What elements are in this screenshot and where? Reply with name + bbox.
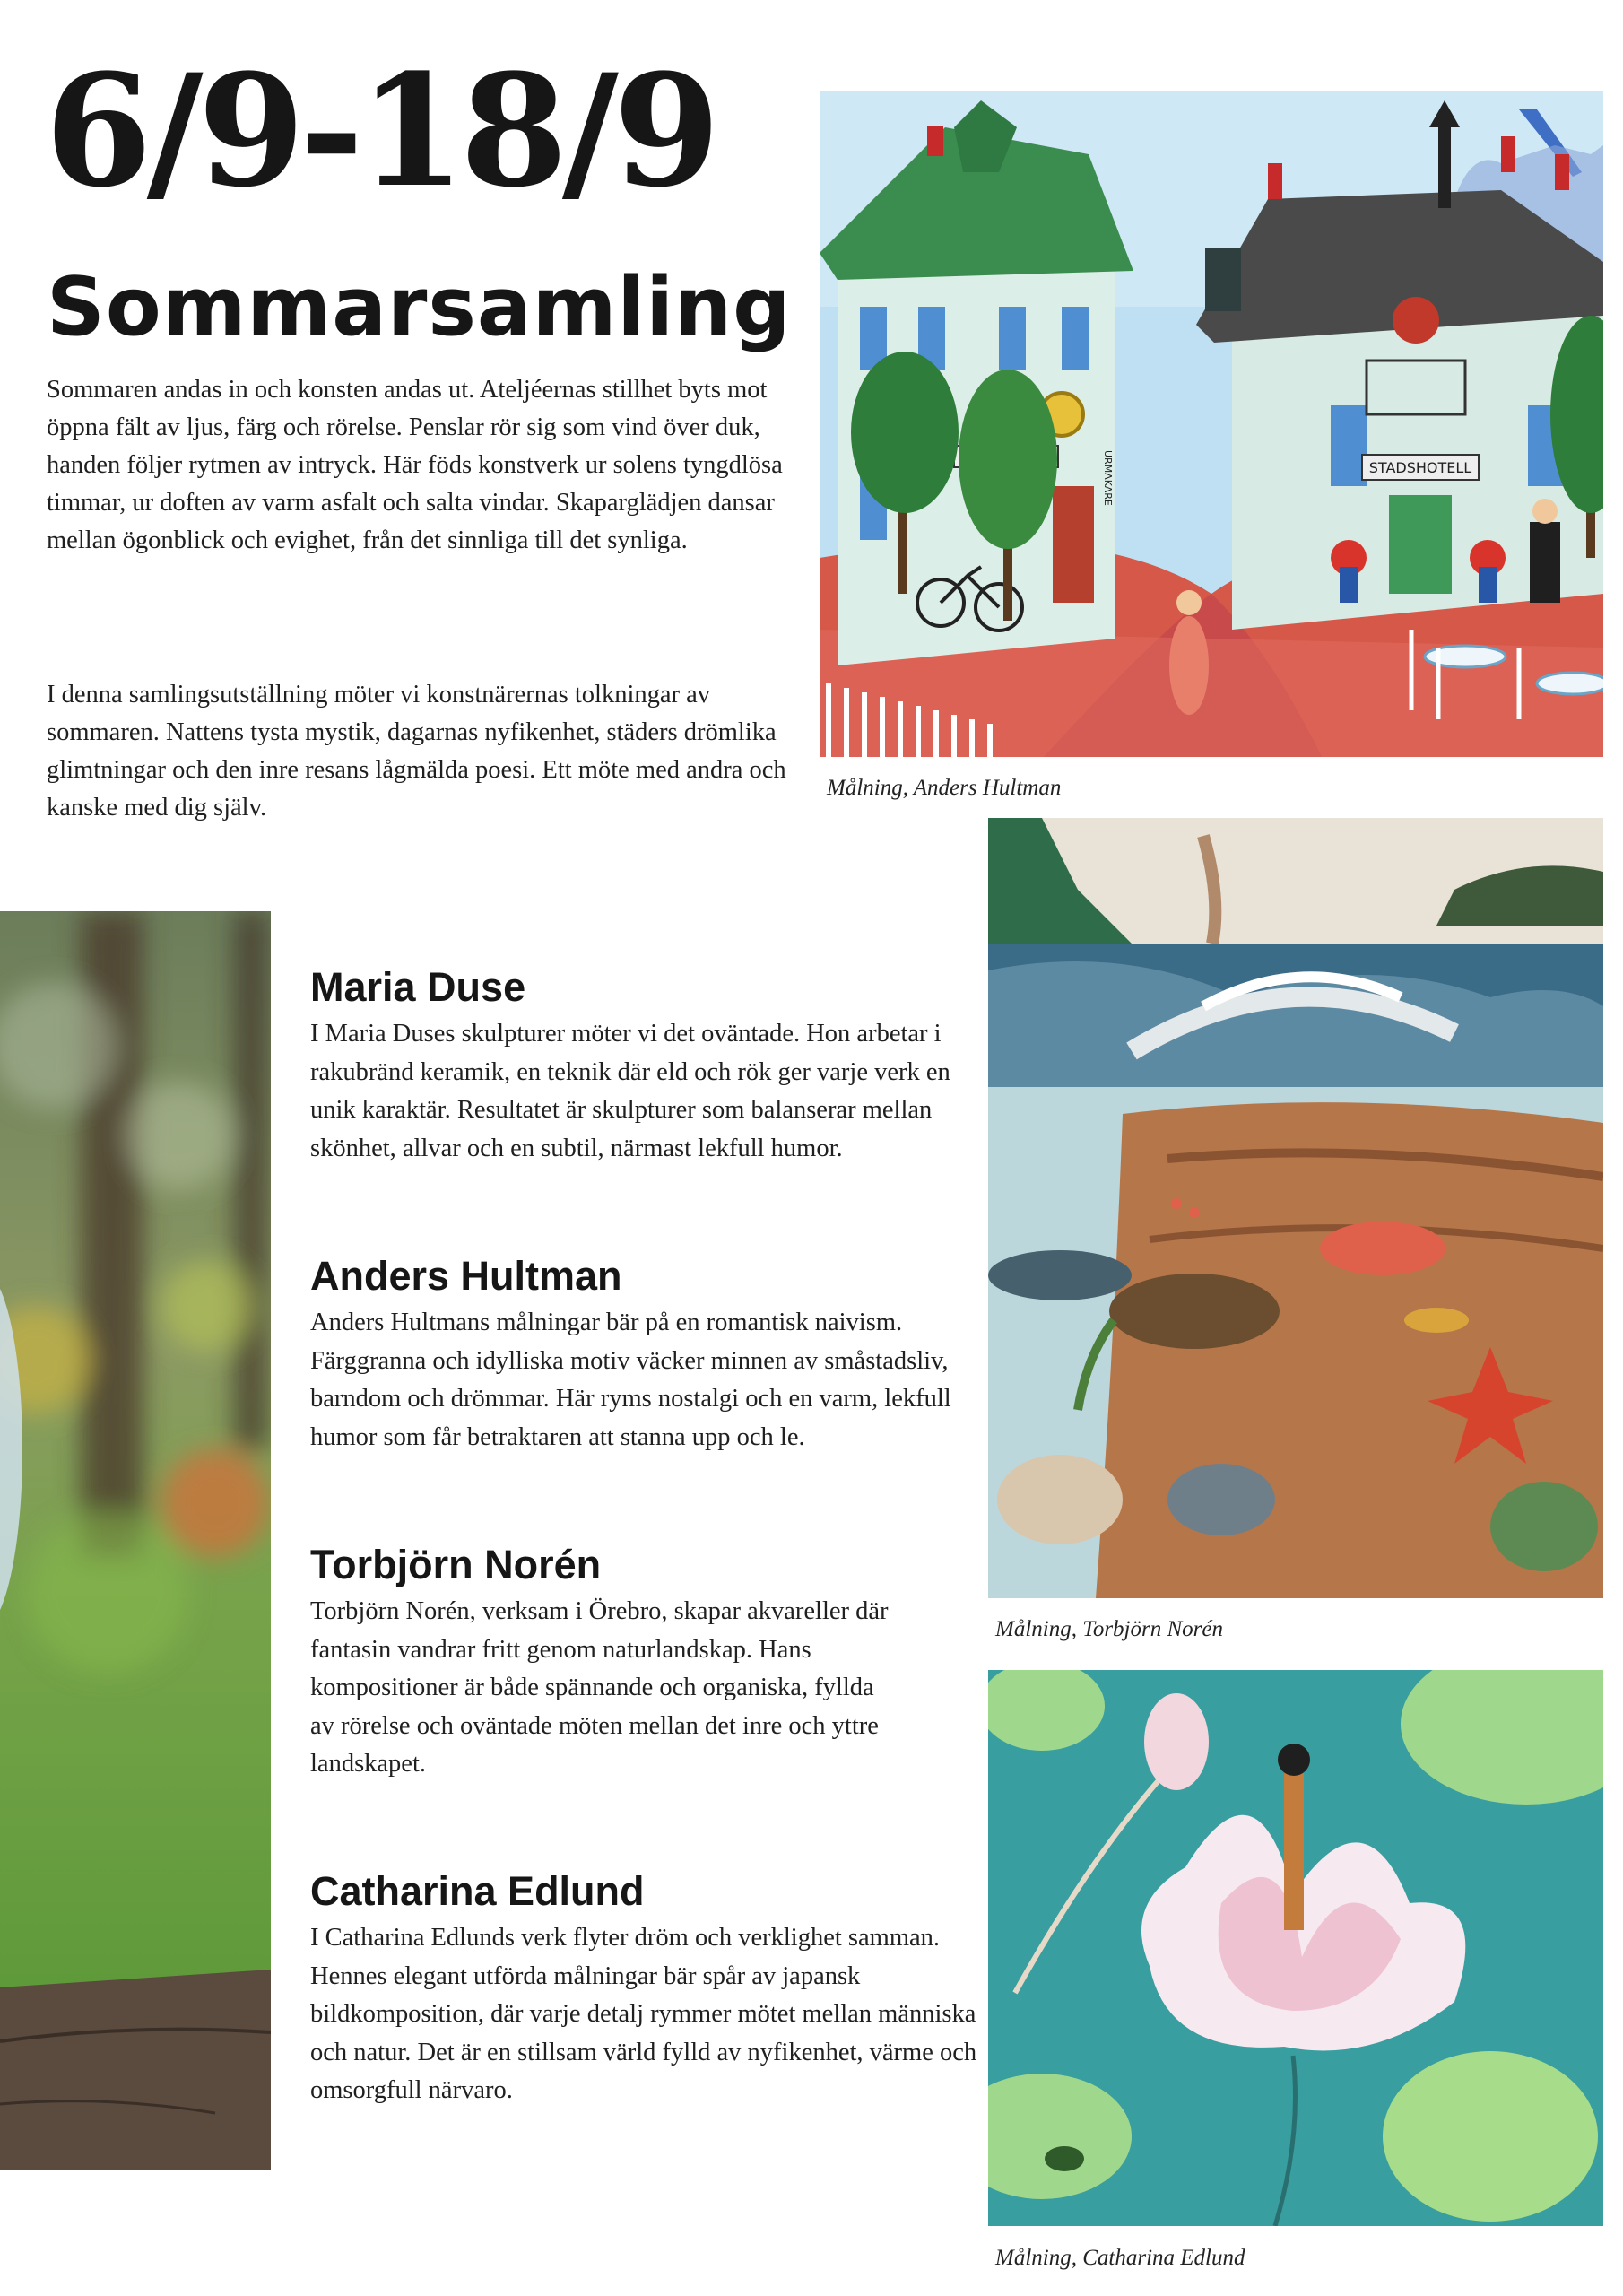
artist-name-torbjorn-noren: Torbjörn Norén bbox=[310, 1542, 602, 1587]
maria-duse-sculpture-photo bbox=[0, 911, 271, 2170]
artist-name-maria-duse: Maria Duse bbox=[310, 964, 526, 1010]
artist-bio-maria-duse: I Maria Duses skulpturer möter vi det oväntade. Hon arbetar i rakubränd keramik, en teknik där eld och rök ger varje verk en unik karaktär. Resultatet är skulpturer som balanserar mellan skönhet, allvar och en subtil, närmast lekfull humor. bbox=[310, 1020, 950, 1162]
date-range: 6/9-18/9 bbox=[45, 39, 716, 222]
hultman-caption: Målning, Anders Hultman bbox=[827, 776, 1062, 800]
noren-caption: Målning, Torbjörn Norén bbox=[995, 1617, 1223, 1641]
artist-bio-torbjorn-noren: Torbjörn Norén, verksam i Örebro, skapar akvareller där fantasin vandrar fritt genom naturlandskap. Hans kompositioner är både spännande och organiska, fyllda av rörelse och oväntade möten mellan det inre och yttre landskapet. bbox=[310, 1597, 889, 1778]
artist-name-anders-hultman: Anders Hultman bbox=[310, 1253, 622, 1299]
artist-bio-catharina-edlund: I Catharina Edlunds verk flyter dröm och verklighet samman. Hennes elegant utförda målningar bär spår av japansk bildkomposition, där varje detalj rymmer mötet mellan människa och natur. Det är en stillsam värld fylld av nyfikenhet, värme och omsorgfull närvaro. bbox=[310, 1924, 977, 2104]
hultman-painting bbox=[820, 91, 1603, 757]
noren-painting bbox=[988, 818, 1603, 1598]
edlund-caption: Målning, Catharina Edlund bbox=[995, 2246, 1245, 2270]
artist-name-catharina-edlund: Catharina Edlund bbox=[310, 1868, 645, 1914]
intro-paragraph-1: Sommaren andas in och konsten andas ut. Ateljéernas stillhet byts mot öppna fält av ljus, färg och rörelse. Penslar rör sig som vind över duk, handen följer rytmen av intryck. Här föds konstverk ur solens tyngdlösa timmar, ur doften av varm asfalt och salta vindar. Skaparglädjen dansar mellan ögonblick och evighet, från det sinnliga till det synliga. bbox=[47, 376, 783, 554]
edlund-painting bbox=[988, 1670, 1603, 2226]
sign-urmakare: URMAKARE bbox=[1102, 450, 1114, 506]
intro-paragraph-2: I denna samlingsutställning möter vi konstnärernas tolkningar av sommaren. Nattens tysta mystik, dagarnas nyfikenhet, städers drömlika glimtningar och den inre resans lågmälda poesi. Ett möte med andra och kanske med dig själv. bbox=[47, 681, 786, 822]
exhibition-title: Sommarsamling bbox=[47, 260, 792, 354]
sign-stadshotell: STADSHOTELL bbox=[1368, 459, 1472, 476]
artist-bio-anders-hultman: Anders Hultmans målningar bär på en romantisk naivism. Färggranna och idylliska motiv väcker minnen av småstadsliv, barndom och drömmar. Här ryms nostalgi och en varm, lekfull humor som får betraktaren att stanna upp och le. bbox=[310, 1309, 951, 1451]
